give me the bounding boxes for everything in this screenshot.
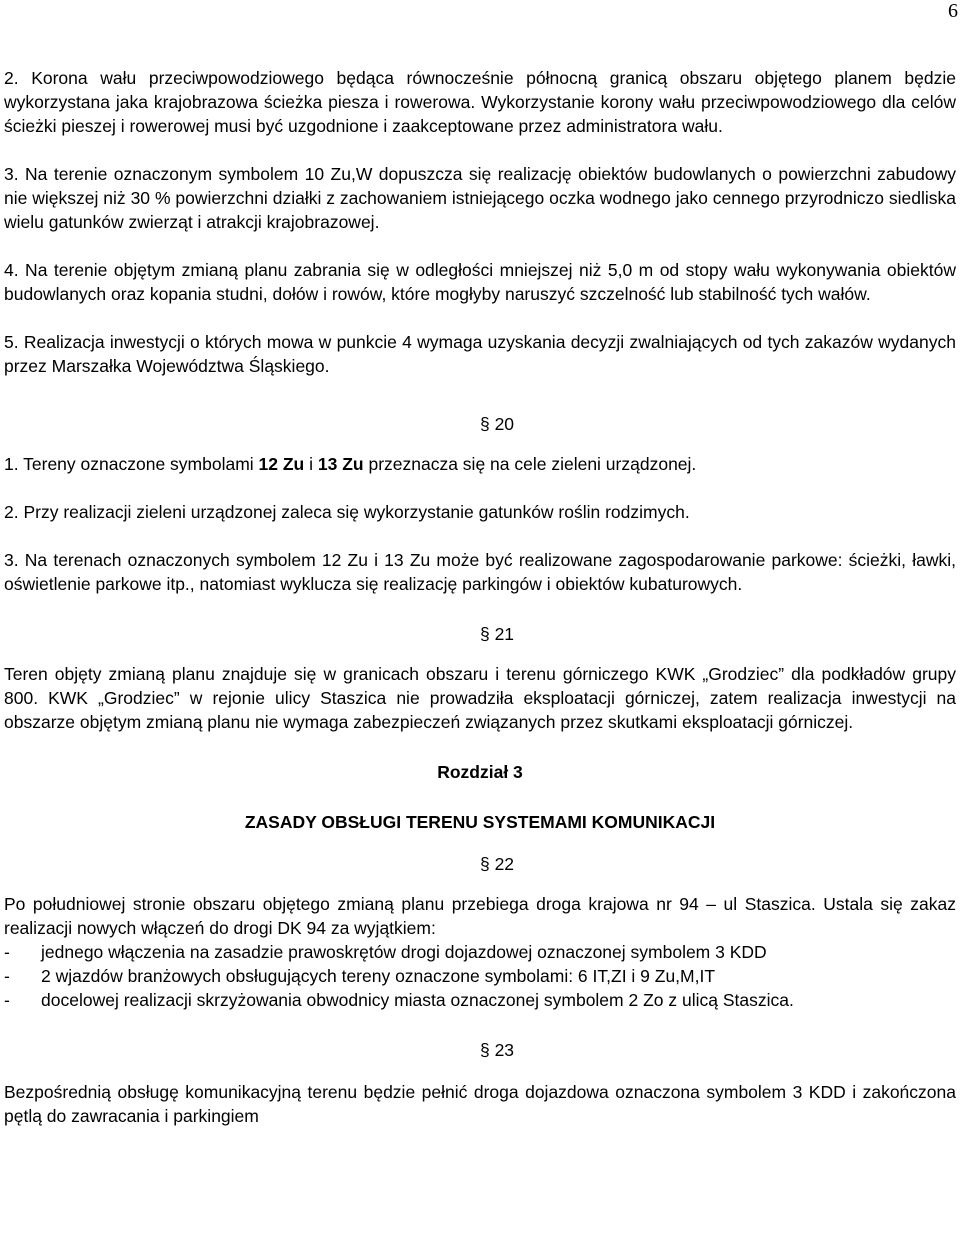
paragraph-23-1: Bezpośrednią obsługę komunikacyjną terenu będzie pełnić droga dojazdowa oznaczona symbolem 3 KDD i zakończona pętlą do zawracania i parkingiem <box>4 1082 956 1126</box>
symbol-12zu: 12 Zu <box>258 454 305 474</box>
list-dash: - <box>4 990 10 1010</box>
exceptions-list <box>4 940 956 1012</box>
list-dash: - <box>4 942 10 962</box>
paragraph-19-4: 4. Na terenie objętym zmianą planu zabrania się w odległości mniejszej niż 5,0 m od stopy wału wykonywania obiektów budowlanych oraz kopania studni, dołów i rowów, które mogłyby naruszyć szczelność lub stabilność tych wałów. <box>4 260 956 304</box>
chapter-number: Rozdział 3 <box>437 762 523 782</box>
section-21-heading: § 21 <box>479 624 515 644</box>
symbol-13zu: 13 Zu <box>317 454 364 474</box>
paragraph-20-1 <box>4 452 956 476</box>
paragraph-19-2: 2. Korona wału przeciwpowodziowego będąca równocześnie północną granicą obszaru objętego planem będzie wykorzystana jaka krajobrazowa ścieżka piesza i rowerowa. Wykorzystanie korony wału przeciwpowodziowego dla celów ścieżki pieszej i rowerowej musi być uzgodnione i zaakceptowane przez administratora wału. <box>4 68 956 136</box>
paragraph-20-2: 2. Przy realizacji zieleni urządzonej zaleca się wykorzystanie gatunków roślin rodzimych. <box>4 502 690 522</box>
page-number: 6 <box>948 0 958 22</box>
paragraph-19-3: 3. Na terenie oznaczonym symbolem 10 Zu,W dopuszcza się realizację obiektów budowlanych o powierzchni zabudowy nie większej niż 30 % powierzchni działki z zachowaniem istniejącego oczka wodnego jako cennego przyrodniczo siedliska wielu gatunków zwierząt i atrakcji krajobrazowej. <box>4 164 956 232</box>
text-segment: 1. Tereny oznaczone symbolami <box>4 454 259 474</box>
text-segment: i <box>304 454 318 474</box>
section-22-heading: § 22 <box>479 854 515 874</box>
chapter-title: ZASADY OBSŁUGI TERENU SYSTEMAMI KOMUNIKACJI <box>244 812 716 832</box>
list-item-text: 2 wjazdów branżowych obsługujących tereny oznaczone symbolami: 6 IT,ZI i 9 Zu,M,IT <box>41 966 716 986</box>
list-item <box>4 964 956 988</box>
paragraph-19-5: 5. Realizacja inwestycji o których mowa w punkcie 4 wymaga uzyskania decyzji zwalniających od tych zakazów wydanych przez Marszałka Województwa Śląskiego. <box>4 332 956 376</box>
text-segment: przeznacza się na cele zieleni urządzonej. <box>363 454 697 474</box>
paragraph-20-3: 3. Na terenach oznaczonych symbolem 12 Zu i 13 Zu może być realizowane zagospodarowanie parkowe: ścieżki, ławki, oświetlenie parkowe itp., natomiast wyklucza się realizację parkingów i obiektów kubaturowych. <box>4 550 956 594</box>
list-item-text: jednego włączenia na zasadzie prawoskrętów drogi dojazdowej oznaczonej symbolem 3 KDD <box>41 942 767 962</box>
section-23-heading: § 23 <box>479 1040 515 1060</box>
list-item <box>4 988 956 1012</box>
list-item <box>4 940 956 964</box>
document-body <box>4 66 956 1128</box>
list-item-text: docelowej realizacji skrzyżowania obwodnicy miasta oznaczonej symbolem 2 Zo z ulicą Staszica. <box>41 990 794 1010</box>
paragraph-22-1: Po południowej stronie obszaru objętego zmianą planu przebiega droga krajowa nr 94 – ul Staszica. Ustala się zakaz realizacji nowych włączeń do drogi DK 94 za wyjątkiem: <box>4 894 956 938</box>
list-dash: - <box>4 966 10 986</box>
section-20-heading: § 20 <box>479 414 515 434</box>
paragraph-21-1: Teren objęty zmianą planu znajduje się w granicach obszaru i terenu górniczego KWK „Grodziec” dla podkładów grupy 800. KWK „Grodziec” w rejonie ulicy Staszica nie prowadziła eksploatacji górniczej, zatem realizacja inwestycji na obszarze objętym zmianą planu nie wymaga zabezpieczeń związanych przez skutkami eksploatacji górniczej. <box>4 664 956 732</box>
